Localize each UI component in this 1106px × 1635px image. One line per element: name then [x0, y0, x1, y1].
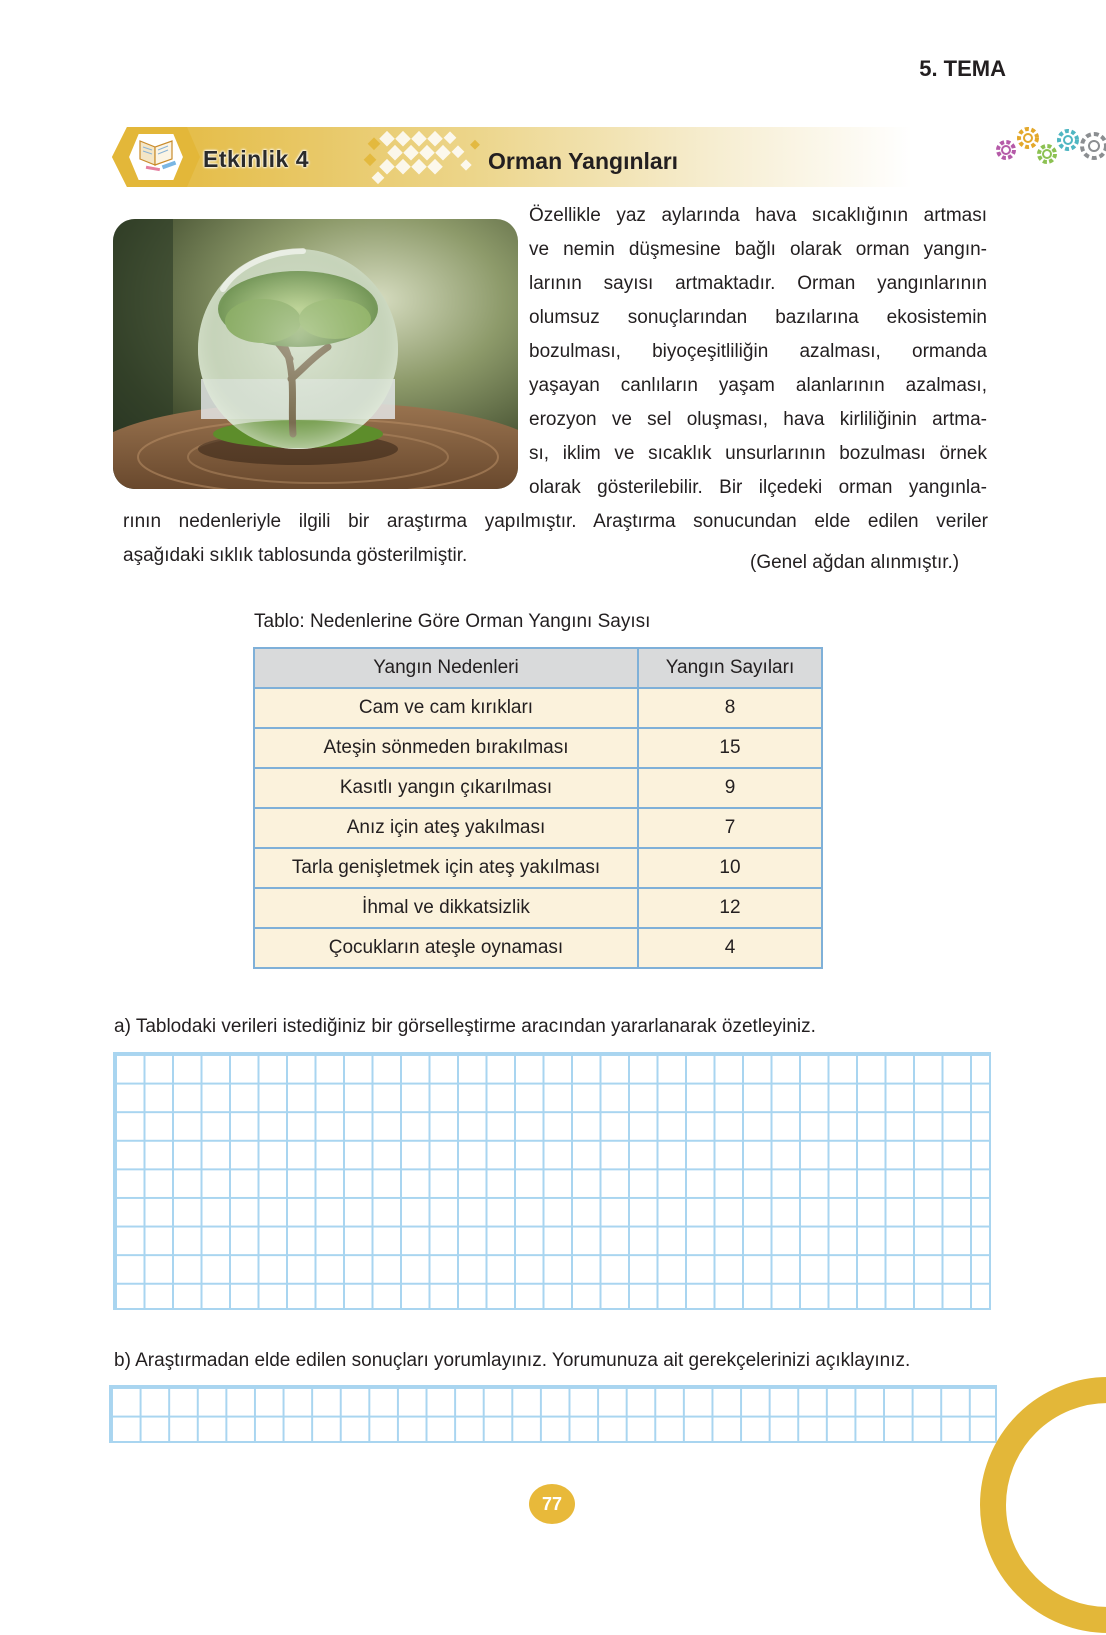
table-row [254, 768, 822, 808]
column-header: Yangın Nedenleri [254, 648, 638, 688]
cause-cell: Cam ve cam kırıkları [254, 688, 638, 728]
answer-grid-b[interactable] [109, 1385, 997, 1443]
decorative-arc [978, 1375, 1106, 1635]
answer-grid-a[interactable] [113, 1052, 991, 1310]
count-cell: 12 [638, 888, 822, 928]
count-cell: 8 [638, 688, 822, 728]
column-header: Yangın Sayıları [638, 648, 822, 688]
cause-cell: Kasıtlı yangın çıkarılması [254, 768, 638, 808]
table-header-row [254, 648, 822, 688]
count-cell: 15 [638, 728, 822, 768]
intro-line: Özellikle yaz aylarında hava sıcaklığının artması [529, 205, 987, 226]
table-row [254, 808, 822, 848]
table-row [254, 848, 822, 888]
intro-line: rının nedenleriyle ilgili bir araştırma yapılmıştır. Araştırma sonucundan elde edilen veriler [123, 511, 988, 532]
source-note: (Genel ağdan alınmıştır.) [750, 552, 960, 573]
table-caption: Tablo: Nedenlerine Göre Orman Yangını Sayısı [254, 611, 651, 632]
intro-line: sı, iklim ve sıcaklık unsurlarının bozulması örnek [529, 443, 987, 464]
intro-line: yaşayan canlıların yaşam alanlarının azalması, [529, 375, 987, 396]
book-icon [128, 133, 184, 181]
activity-label: Etkinlik 4 [203, 146, 309, 172]
activity-title: Orman Yangınları [488, 148, 679, 174]
intro-line: bozulması, biyoçeşitliliğin azalması, ormanda [529, 341, 987, 362]
question-b: b) Araştırmadan elde edilen sonuçları yorumlayınız. Yorumunuza ait gerekçelerinizi açıklayınız. [114, 1350, 911, 1371]
cause-cell: Tarla genişletmek için ateş yakılması [254, 848, 638, 888]
cause-cell: Anız için ateş yakılması [254, 808, 638, 848]
gears-icon [994, 124, 1106, 172]
cause-cell: İhmal ve dikkatsizlik [254, 888, 638, 928]
fire-causes-table [253, 647, 823, 969]
intro-line: erozyon ve sel oluşması, hava kirliliğinin artma- [529, 409, 987, 430]
table-row [254, 688, 822, 728]
count-cell: 4 [638, 928, 822, 968]
intro-paragraph-right [529, 199, 987, 505]
table-row [254, 728, 822, 768]
intro-line: larının sayısı artmaktadır. Orman yangınlarının [529, 273, 987, 294]
intro-line: olarak gösterilebilir. Bir ilçedeki orman yangınla- [529, 477, 987, 498]
question-a: a) Tablodaki verileri istediğiniz bir görselleştirme aracından yararlanarak özetleyiniz. [114, 1016, 816, 1037]
table-row [254, 888, 822, 928]
cause-cell: Ateşin sönmeden bırakılması [254, 728, 638, 768]
count-cell: 9 [638, 768, 822, 808]
cause-cell: Çocukların ateşle oynaması [254, 928, 638, 968]
intro-line: olumsuz sonuçlarından bazılarına ekosistemin [529, 307, 987, 328]
theme-label: 5. TEMA [919, 56, 1006, 81]
table-row [254, 928, 822, 968]
count-cell: 10 [638, 848, 822, 888]
count-cell: 7 [638, 808, 822, 848]
tree-globe-photo [113, 219, 518, 489]
intro-line: ve nemin düşmesine bağlı olarak orman yangın- [529, 239, 987, 260]
page-number: 77 [541, 1494, 563, 1514]
intro-line: aşağıdaki sıklık tablosunda gösterilmiştir. [123, 545, 468, 566]
